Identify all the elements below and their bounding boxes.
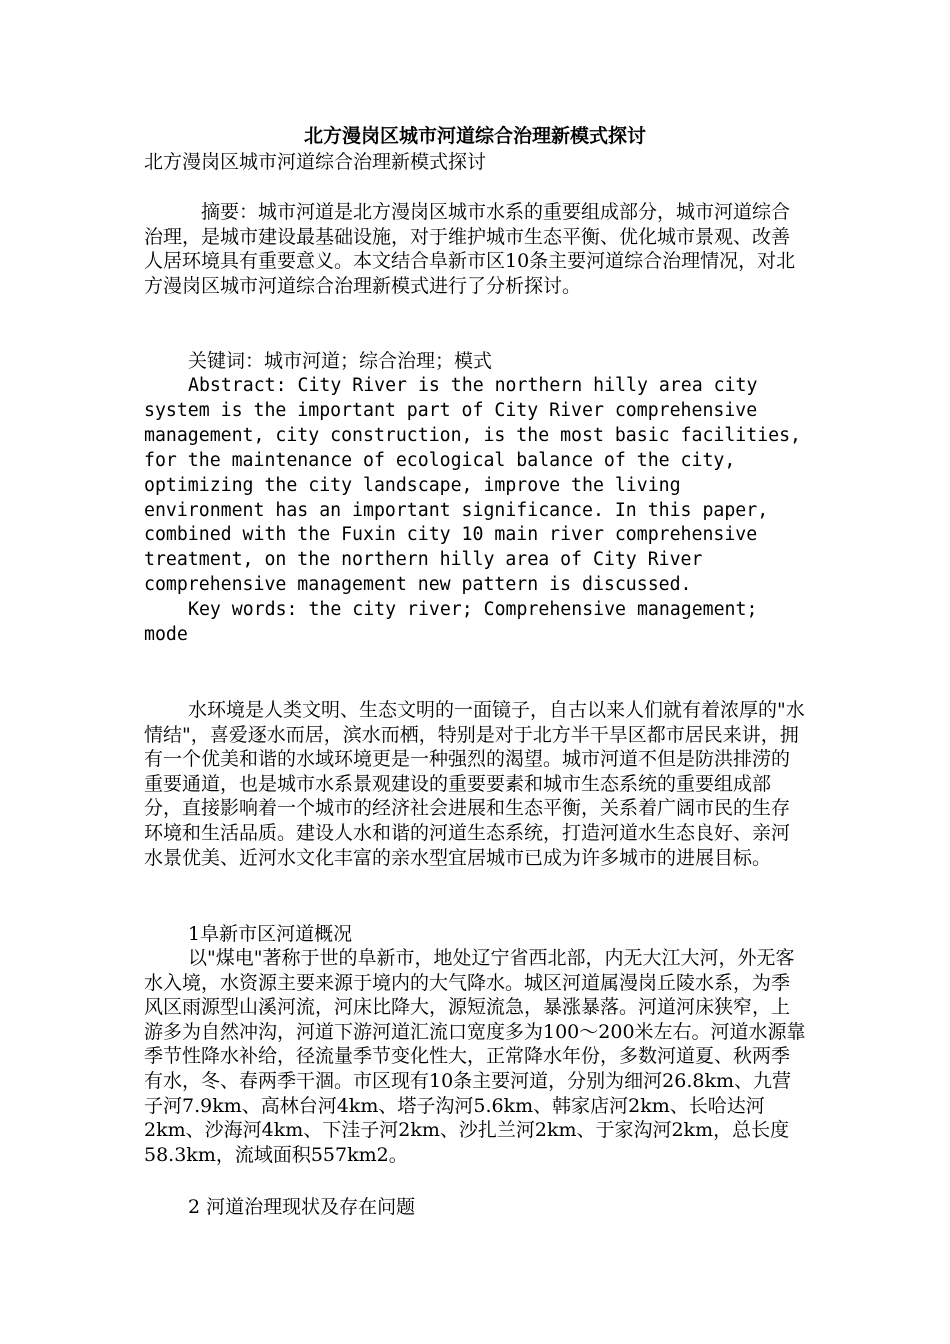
section-1-heading: 1阜新市区河道概况 [188,923,353,945]
keywords-en: Key words: the city river; Comprehensive management; mode [144,599,769,645]
section-1-paragraph: 以"煤电"著称于世的阜新市，地处辽宁省西北部，内无大江大河，外无客水入境，水资源主要来源于境内的大气降水。城区河道属漫岗丘陵水系，为季风区雨源型山溪河流，河床比降大，源短流急，暴涨暴落。河道河床狭窄，上游多为自然冲沟，河道下游河道汇流口宽度多为100～200米左右。河道水源靠季节性降水补给，径流量季节变化性大，正常降水年份，多数河道夏、秋两季有水，冬、春两季干涸。市区现有10条主要河道，分别为细河26.8km、九营子河7.9km、高林台河4km、塔子沟河5.6km、韩家店河2km、长哈达河2km、沙海河4km、下洼子河2km、沙扎兰河2km、于家沟河2km，总长度58.3km，流域面积557km2。 [144,947,806,1166]
section-2-heading: 2 河道治理现状及存在问题 [188,1196,416,1218]
abstract-en: Abstract: City River is the northern hilly area city system is the important part of City River comprehensive management, city construction, is the most basic facilities, for the maintenance of ecological balance of the city, optimizing the city landscape, improve the living environment has an important significance. In this paper, combined with the Fuxin city 10 main river comprehensive treatment, on the northern hilly area of City River comprehensive management new pattern is discussed. [144,375,812,596]
intro-paragraph: 水环境是人类文明、生态文明的一面镜子，自古以来人们就有着浓厚的"水情结"，喜爱逐水而居，滨水而栖，特别是对于北方半干旱区都市居民来讲，拥有一个优美和谐的水域环境更是一种强烈的渴望。城市河道不但是防洪排涝的重要通道，也是城市水系景观建设的重要要素和城市生态系统的重要组成部分，直接影响着一个城市的经济社会进展和生态平衡，关系着广阔市民的生存环境和生活品质。建设人水和谐的河道生态系统，打造河道水生态良好、亲河水景优美、近河水文化丰富的亲水型宜居城市已成为许多城市的进展目标。 [144,699,805,869]
document-subtitle: 北方漫岗区城市河道综合治理新模式探讨 [144,151,487,173]
abstract-cn: 摘要：城市河道是北方漫岗区城市水系的重要组成部分，城市河道综合治理，是城市建设最基础设施，对于维护城市生态平衡、优化城市景观、改善人居环境具有重要意义。本文结合阜新市区10条主要河道综合治理情况，对北方漫岗区城市河道综合治理新模式进行了分析探讨。 [144,201,796,297]
keywords-cn: 关键词：城市河道；综合治理；模式 [188,350,493,372]
document-title: 北方漫岗区城市河道综合治理新模式探讨 [303,125,646,147]
